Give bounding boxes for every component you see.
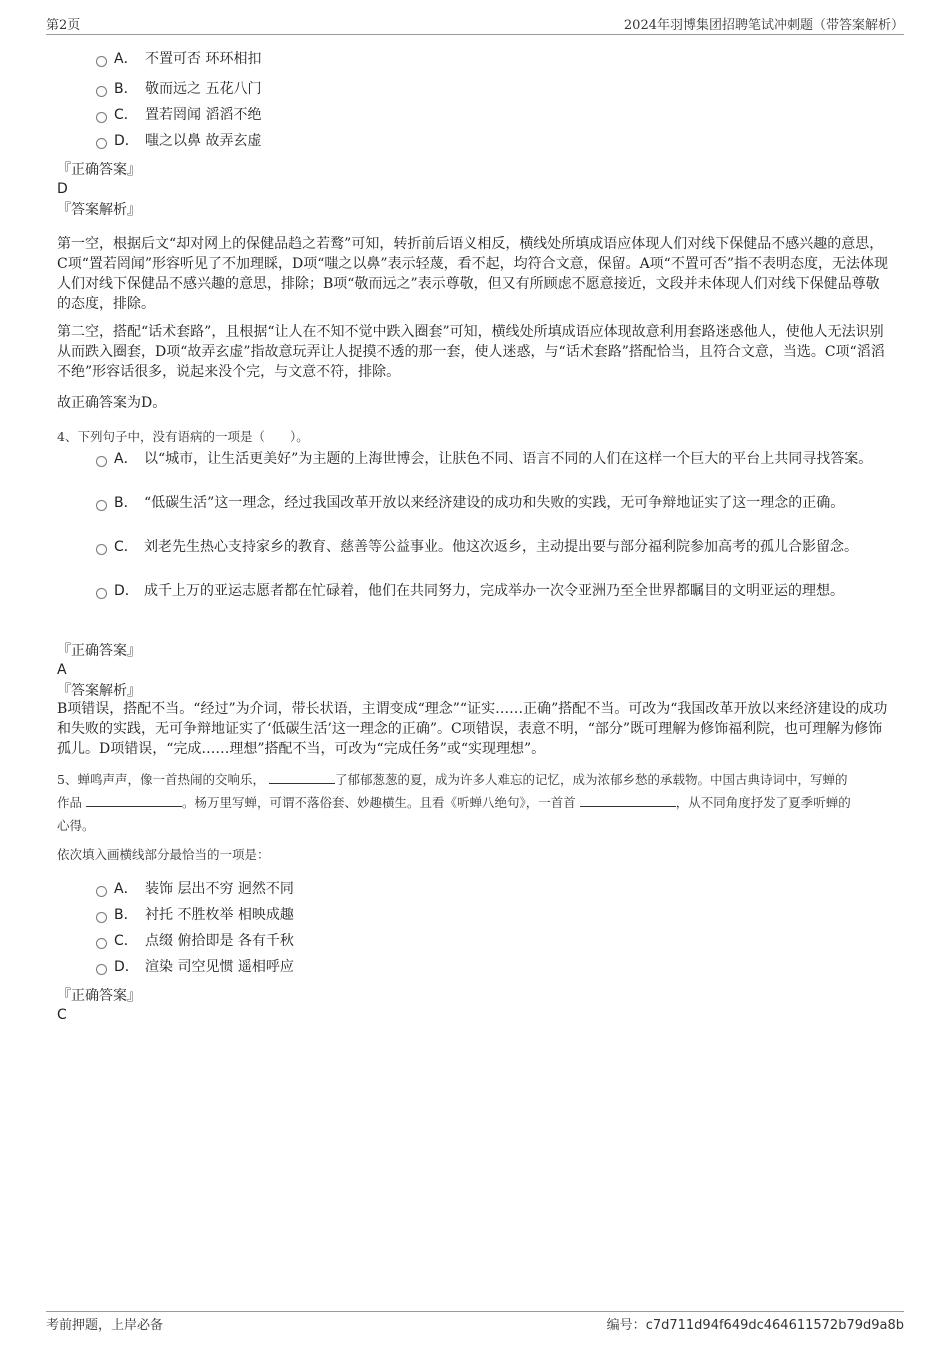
radio-button[interactable]	[96, 886, 107, 897]
footer-slogan: 考前押题，上岸必备	[46, 1318, 164, 1333]
radio-button[interactable]	[96, 112, 107, 123]
radio-button[interactable]	[96, 938, 107, 949]
q4-answer-value: A	[57, 662, 67, 678]
q3-analysis-paragraph-3: 故正确答案为D。	[57, 395, 167, 411]
option-text: 刘老先生热心支持家乡的教育、慈善等公益事业。他这次返乡，主动提出要与部分福利院参加高考的孤儿合影留念。	[144, 539, 858, 555]
q3-analysis-paragraph-1: 第一空，根据后文“却对网上的保健品趋之若鹜”可知，转折前后语义相反，横线处所填成语应体现人们对线下保健品不感兴趣的意思，C项“置若罔闻”形容听见了不加理睬，D项“嗤之以鼻”表示轻蔑，看不起，均符合文意，保留。A项“不置可否”指不表明态度，无法体现人们对线下保健品不感兴趣的意思，排除；B项“敬而远之”表示尊敬，但又有所顾虑不愿意接近，文段并未体现人们对线下保健品尊敬的态度，排除。	[57, 236, 888, 312]
q4-option-c[interactable]: C． 刘老先生热心支持家乡的教育、慈善等公益事业。他这次返乡，主动提出要与部分福利院参加高考的孤儿合影留念。	[96, 536, 896, 559]
option-text: 以“城市，让生活更美好”为主题的上海世博会，让肤色不同、语言不同的人们在这样一个巨大的平台上共同寻找答案。	[144, 451, 873, 467]
q4-stem: 4、下列句子中，没有语病的一项是（ ）。	[57, 429, 309, 444]
q3-analysis-paragraph-2: 第二空，搭配“话术套路”，且根据“让人在不知不觉中跌入圈套”可知，横线处所填成语应体现故意利用套路迷惑他人，使他人无法识别从而跌入圈套，D项“故弄玄虚”指故意玩弄让人捉摸不透的那一套，使人迷惑，与“话术套路”搭配恰当，且符合文意，当选。C项“滔滔不绝”形容话很多，说起来没个完，与文意不符，排除。	[57, 324, 885, 380]
document-title: 2024年羽博集团招聘笔试冲刺题（带答案解析）	[623, 18, 904, 33]
option-text: 衬托 不胜枚举 相映成趣	[145, 907, 294, 923]
page-number: 第2页	[46, 18, 81, 33]
option-text: 嗤之以鼻 故弄玄虚	[145, 133, 262, 149]
option-text: 成千上万的亚运志愿者都在忙碌着，他们在共同努力，完成举办一次令亚洲乃至全世界都瞩目的文明亚运的理想。	[144, 583, 844, 599]
option-text: 渲染 司空见惯 遥相呼应	[145, 959, 294, 975]
q4-answer-label: 『正确答案』	[57, 643, 141, 659]
option-text: 不置可否 环环相扣	[145, 51, 262, 67]
radio-button[interactable]	[96, 912, 107, 923]
option-text: 点缀 俯拾即是 各有千秋	[145, 933, 294, 949]
option-text: 置若罔闻 滔滔不绝	[145, 107, 262, 123]
option-text: “低碳生活”这一理念，经过我国改革开放以来经济建设的成功和失败的实践，无可争辩地证实了这一理念的正确。	[144, 495, 845, 511]
q5-stem: 5、蝉鸣声声，像一首热闹的交响乐， 了郁郁葱葱的夏，成为许多人难忘的记忆，成为浓郁乡愁的承载物。中国古典诗词中，写蝉的 作品 。杨万里写蝉，可谓不落俗套、妙趣横生。且看《听蝉八绝句》，一首首 ，从不同角度抒发了夏季听蝉的 心得。	[57, 768, 902, 837]
q3-answer-label: 『正确答案』	[57, 162, 141, 178]
radio-button[interactable]	[96, 138, 107, 149]
page-header	[46, 14, 904, 35]
radio-button[interactable]	[96, 456, 107, 467]
radio-button[interactable]	[96, 964, 107, 975]
radio-button[interactable]	[96, 500, 107, 511]
q4-option-a[interactable]: A． 以“城市，让生活更美好”为主题的上海世博会，让肤色不同、语言不同的人们在这样一个巨大的平台上共同寻找答案。	[96, 448, 896, 471]
q4-analysis-label: 『答案解析』	[57, 683, 141, 699]
q3-answer-value: D	[57, 181, 68, 197]
document-code: 编号：c7d711d94f649dc464611572b79d9a8b	[606, 1318, 904, 1333]
option-text: 装饰 层出不穷 迥然不同	[145, 881, 294, 897]
radio-button[interactable]	[96, 588, 107, 599]
fill-blank-3	[580, 792, 676, 807]
q3-analysis-label: 『答案解析』	[57, 202, 141, 218]
q4-option-d[interactable]: D． 成千上万的亚运志愿者都在忙碌着，他们在共同努力，完成举办一次令亚洲乃至全世界都瞩目的文明亚运的理想。	[96, 580, 896, 603]
q4-analysis: B项错误，搭配不当。“经过”为介词，带长状语，主谓变成“理念”“证实……正确”搭配不当。可改为“我国改革开放以来经济建设的成功和失败的实践，无可争辩地证实了‘低碳生活’这一理念的正确”。C项错误，表意不明，“部分”既可理解为修饰福利院，也可理解为修饰孤儿。D项错误，“完成……理想”搭配不当，可改为“完成任务”或“实现理想”。	[57, 701, 888, 757]
fill-blank-1	[269, 769, 335, 784]
q4-option-b[interactable]: B． “低碳生活”这一理念，经过我国改革开放以来经济建设的成功和失败的实践，无可争辩地证实了这一理念的正确。	[96, 492, 896, 515]
radio-button[interactable]	[96, 544, 107, 555]
q5-answer-label: 『正确答案』	[57, 988, 141, 1004]
fill-blank-2	[86, 792, 182, 807]
radio-button[interactable]	[96, 86, 107, 97]
option-text: 敬而远之 五花八门	[145, 81, 262, 97]
q5-answer-value: C	[57, 1007, 67, 1023]
radio-button[interactable]	[96, 56, 107, 67]
page-footer	[46, 1311, 904, 1336]
q5-instruction: 依次填入画横线部分最恰当的一项是：	[57, 847, 270, 862]
